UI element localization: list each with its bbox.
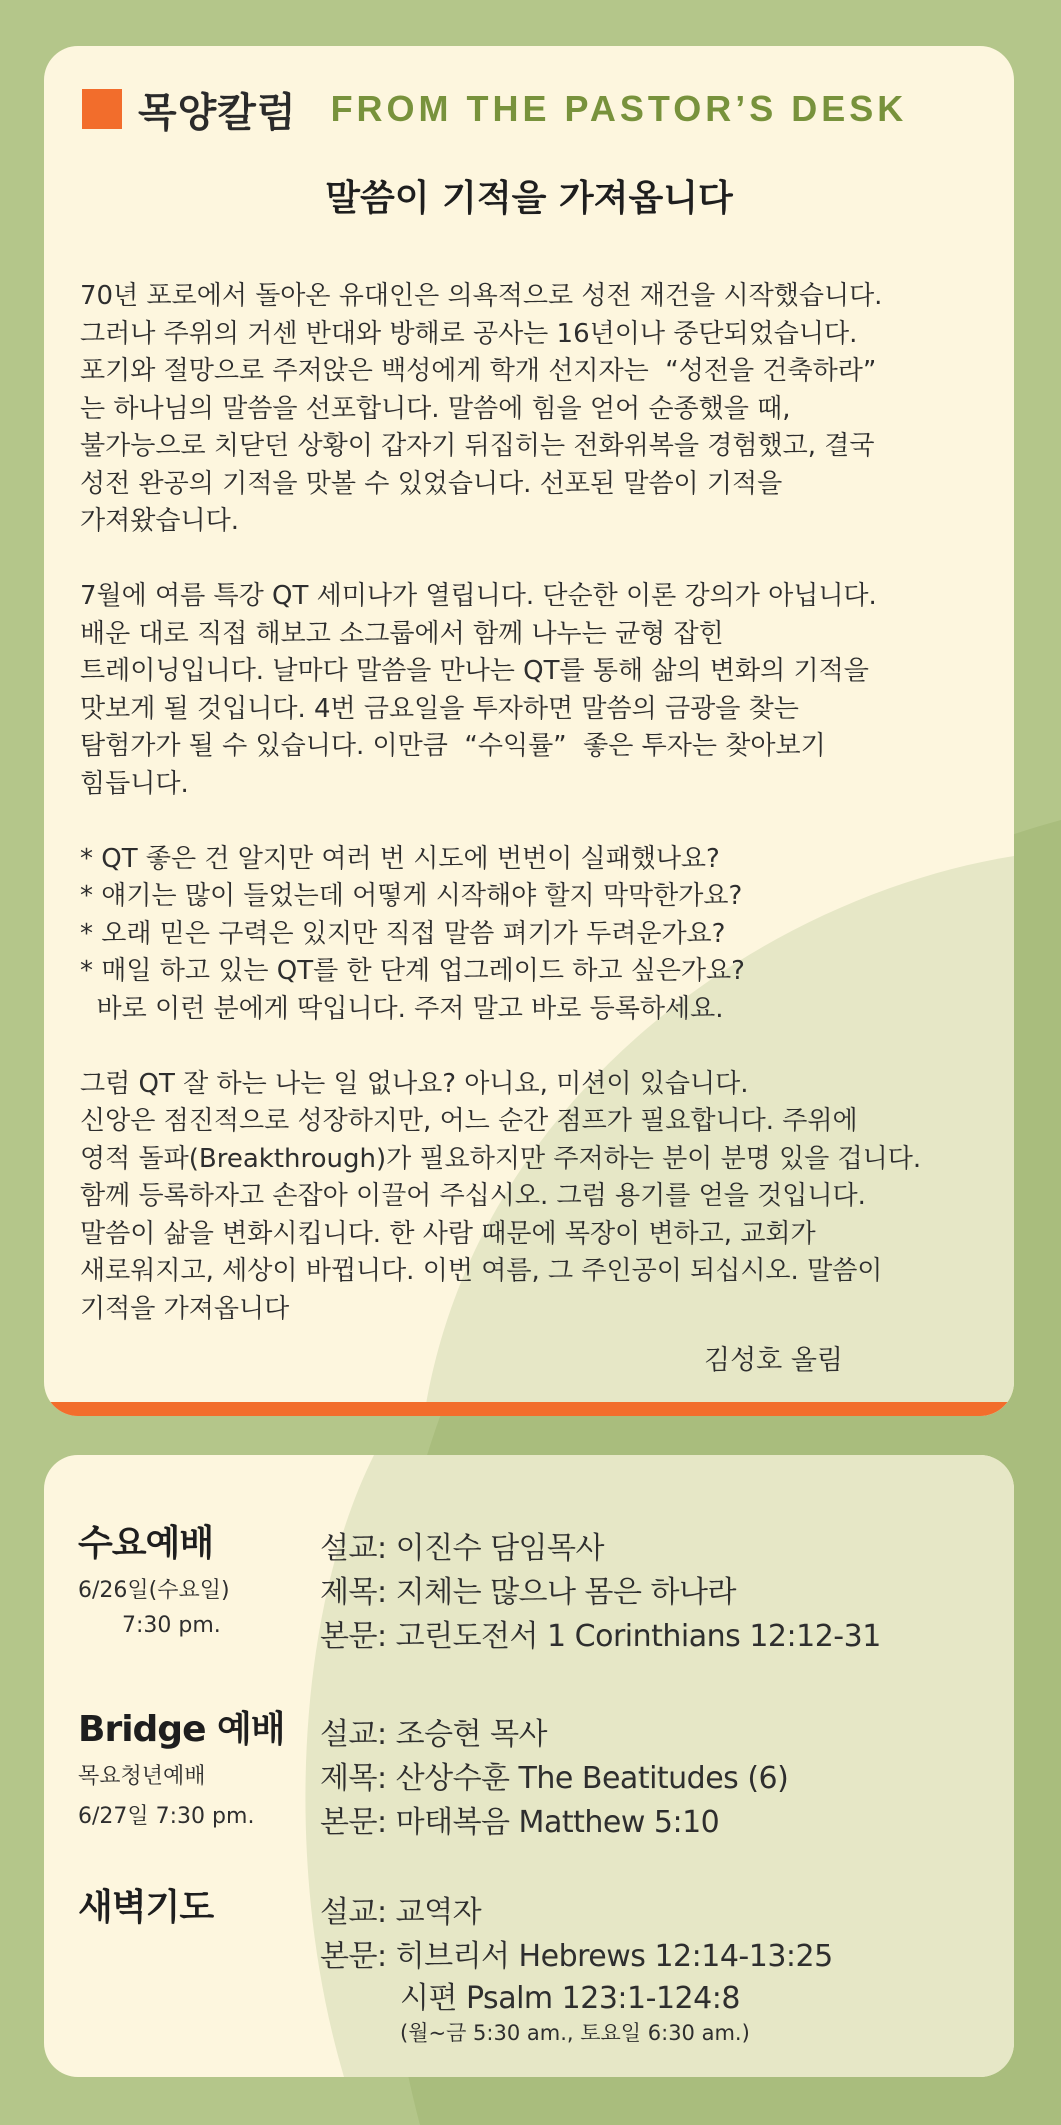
checklist-line: * 매일 하고 있는 QT를 한 단계 업그레이드 하고 싶은가요? xyxy=(80,956,745,986)
wednesday-preacher: 설교: 이진수 담임목사 xyxy=(320,1531,604,1566)
checklist-line: * QT 좋은 건 알지만 여러 번 시도에 번번이 실패했나요? xyxy=(80,843,720,874)
article-line: 70년 포로에서 돌아온 유대인은 의욕적으로 성전 재건을 시작했습니다. xyxy=(80,281,883,311)
article-line: 기적을 가져옵니다 xyxy=(80,1293,290,1324)
wednesday-subject: 제목: 지체는 많으나 몸은 하나라 xyxy=(320,1575,736,1610)
article-signature: 김성호 올림 xyxy=(704,1345,843,1376)
article-line: 영적 돌파(Breakthrough)가 필요하지만 주저하는 분이 분명 있을 겁니다. xyxy=(80,1143,922,1174)
wednesday-service-time: 7:30 pm. xyxy=(122,1613,221,1638)
article-line: 포기와 절망으로 주저앉은 백성에게 학개 선지자는 “성전을 건축하라” xyxy=(80,356,877,386)
article-line: 신앙은 점진적으로 성장하지만, 어느 순간 점프가 필요합니다. 주위에 xyxy=(80,1106,858,1136)
checklist-line: * 얘기는 많이 들었는데 어떻게 시작해야 할지 막막한가요? xyxy=(80,881,743,911)
services-card xyxy=(44,1455,1014,2077)
bridge-service-name: Bridge 예배 xyxy=(78,1709,285,1750)
wednesday-service-name: 수요예배 xyxy=(78,1523,214,1564)
article-line: 맛보게 될 것입니다. 4번 금요일을 투자하면 말씀의 금광을 찾는 xyxy=(80,693,799,724)
bridge-scripture: 본문: 마태복음 Matthew 5:10 xyxy=(320,1805,720,1840)
article-line: 힘듭니다. xyxy=(80,768,189,799)
article-line: 말씀이 삶을 변화시킵니다. 한 사람 때문에 목장이 변하고, 교회가 xyxy=(80,1218,816,1249)
article-line: 그러나 주위의 거센 반대와 방해로 공사는 16년이나 중단되었습니다. xyxy=(80,318,858,349)
bridge-service-datetime: 6/27일 7:30 pm. xyxy=(78,1804,255,1829)
article-body xyxy=(80,278,1000,1328)
wednesday-service-date: 6/26일(수요일) xyxy=(78,1578,230,1603)
article-line: 배운 대로 직접 해보고 소그룹에서 함께 나누는 균형 잡힌 xyxy=(80,618,724,649)
article-line: 그럼 QT 잘 하는 나는 일 없나요? 아니요, 미션이 있습니다. xyxy=(80,1068,749,1099)
bridge-subject: 제목: 산상수훈 The Beatitudes (6) xyxy=(320,1761,789,1796)
article-line: 불가능으로 치닫던 상황이 갑자기 뒤집히는 전화위복을 경험했고, 결국 xyxy=(80,431,875,461)
article-line: 탐험가가 될 수 있습니다. 이만큼 “수익률” 좋은 투자는 찾아보기 xyxy=(80,731,826,761)
dawn-prayer-name: 새벽기도 xyxy=(78,1887,214,1928)
dawn-schedule: (월~금 5:30 am., 토요일 6:30 am.) xyxy=(400,2021,750,2045)
article-title: 말씀이 기적을 가져옵니다 xyxy=(325,178,733,219)
checklist-line: 바로 이런 분에게 딱입니다. 주저 말고 바로 등록하세요. xyxy=(80,993,724,1024)
wednesday-scripture: 본문: 고린도전서 1 Corinthians 12:12-31 xyxy=(320,1619,881,1654)
dawn-scripture-1: 본문: 히브리서 Hebrews 12:14-13:25 xyxy=(320,1939,833,1974)
pastor-column-card xyxy=(44,46,1014,1416)
article-line: 7월에 여름 특강 QT 세미나가 열립니다. 단순한 이론 강의가 아닙니다. xyxy=(80,581,877,611)
orange-divider-bar xyxy=(44,1402,1014,1416)
article-line: 함께 등록하자고 손잡아 이끌어 주십시오. 그럼 용기를 얻을 것입니다. xyxy=(80,1181,866,1211)
article-line: 가져왔습니다. xyxy=(80,506,239,536)
column-korean-title: 목양칼럼 xyxy=(138,88,297,136)
bridge-preacher: 설교: 조승현 목사 xyxy=(320,1717,548,1752)
article-line: 는 하나님의 말씀을 선포합니다. 말씀에 힘을 얻어 순종했을 때, xyxy=(80,393,791,424)
orange-square-icon xyxy=(82,89,122,129)
article-line: 성전 완공의 기적을 맛볼 수 있었습니다. 선포된 말씀이 기적을 xyxy=(80,468,783,499)
dawn-preacher: 설교: 교역자 xyxy=(320,1895,482,1930)
column-header xyxy=(82,86,908,136)
article-line: 새로워지고, 세상이 바뀝니다. 이번 여름, 그 주인공이 되십시오. 말씀이 xyxy=(80,1256,883,1286)
article-line: 트레이닝입니다. 날마다 말씀을 만나는 QT를 통해 삶의 변화의 기적을 xyxy=(80,656,869,686)
bridge-service-subtitle: 목요청년예배 xyxy=(78,1764,206,1789)
checklist-line: * 오래 믿은 구력은 있지만 직접 말씀 펴기가 두려운가요? xyxy=(80,918,726,949)
column-english-title: FROM THE PASTOR’S DESK xyxy=(330,88,908,129)
dawn-scripture-2: 시편 Psalm 123:1-124:8 xyxy=(400,1981,740,2016)
